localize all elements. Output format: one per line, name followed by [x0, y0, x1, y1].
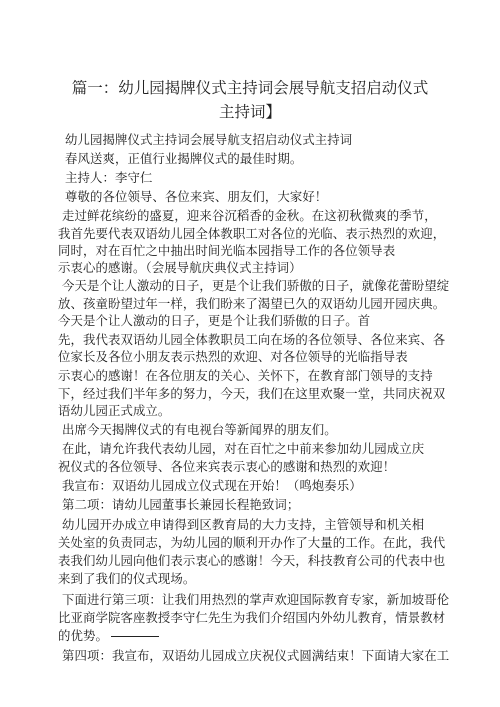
title-line-1: 篇一：幼儿园揭牌仪式主持词会展导航支招启动仪式 [71, 79, 429, 97]
body-line: 下面进行第三项：让我们用热烈的掌声欢迎国际教育专家，新加坡哥伦 [62, 592, 450, 607]
body-line: 幼儿园揭牌仪式主持词会展导航支招启动仪式主持词 [65, 132, 353, 147]
body-line: 比亚商学院客座教授李守仁先生为我们介绍国内外幼儿教育，情景教材 [58, 610, 446, 625]
body-line: 我宣布：双语幼儿园成立仪式现在开始！（鸣炮奏乐） [62, 478, 362, 493]
body-line: 示衷心的感谢！在各位朋友的关心、关怀下，在教育部门领导的支持 [58, 368, 433, 383]
body-line: 走过鲜花缤纷的盛夏，迎来谷沉稻香的金秋。在这初秋微爽的季节， [62, 208, 437, 223]
body-line: 主持人：李守仁 [65, 170, 153, 185]
body-line: 第四项：我宣布，双语幼儿园成立庆祝仪式圆满结束！下面请大家在工 [62, 648, 450, 663]
body-line: 春风送爽，正值行业揭牌仪式的最佳时期。 [65, 151, 303, 166]
body-line: 在此，请允许我代表幼儿园，对在百忙之中前来参加幼儿园成立庆 [62, 441, 425, 456]
body-line-with-rule [58, 628, 159, 644]
body-line: 今天是个让人激动的日子，更是个让我们骄傲的日子，就像花蕾盼望绽 [62, 278, 450, 293]
body-line: 来到了我们的仪式现场。 [58, 571, 196, 586]
title-line-2: 主持词】 [218, 103, 281, 121]
body-line: 的优势。 [58, 628, 108, 643]
document-title [40, 76, 460, 124]
body-line: 同时，对在百忙之中抽出时间光临本园指导工作的各位领导表 [58, 243, 396, 258]
body-line: 先，我代表双语幼儿园全体教职员工向在场的各位领导、各位来宾、各 [58, 332, 446, 347]
body-line: 表我们幼儿园向他们表示衷心的感谢！今天，科技教育公司的代表中也 [58, 553, 446, 568]
body-line: 放、孩童盼望过年一样，我们盼来了渴望已久的双语幼儿园开园庆典。 [58, 296, 446, 311]
body-line: 我首先要代表双语幼儿园全体教职工对各位的光临、表示热烈的欢迎， [58, 226, 446, 241]
body-line: 语幼儿园正式成立。 [58, 403, 171, 418]
body-line: 下，经过我们半年多的努力，今天，我们在这里欢聚一堂，共同庆祝双 [58, 386, 446, 401]
body-line: 祝仪式的各位领导、各位来宾表示衷心的感谢和热烈的欢迎！ [58, 459, 396, 474]
body-line: 关处室的负责同志，为幼儿园的顺利开办作了大量的工作。在此，我代 [58, 535, 446, 550]
body-line: 尊敬的各位领导、各位来宾、朋友们，大家好！ [65, 189, 328, 204]
underline-rule [111, 636, 159, 637]
body-line: 出席今天揭牌仪式的有电视台等新闻界的朋友们。 [62, 422, 337, 437]
body-line: 示衷心的感谢。（会展导航庆典仪式主持词） [58, 260, 302, 275]
body-line: 位家长及各位小朋友表示热烈的欢迎、对各位领导的光临指导表 [58, 349, 408, 364]
body-line: 今天是个让人激动的日子，更是个让我们骄傲的日子。首 [58, 313, 371, 328]
body-line: 第二项：请幼儿园董事长兼园长程艳致词； [62, 497, 300, 512]
body-line: 幼儿园开办成立申请得到区教育局的大力支持，主管领导和机关相 [62, 517, 425, 532]
